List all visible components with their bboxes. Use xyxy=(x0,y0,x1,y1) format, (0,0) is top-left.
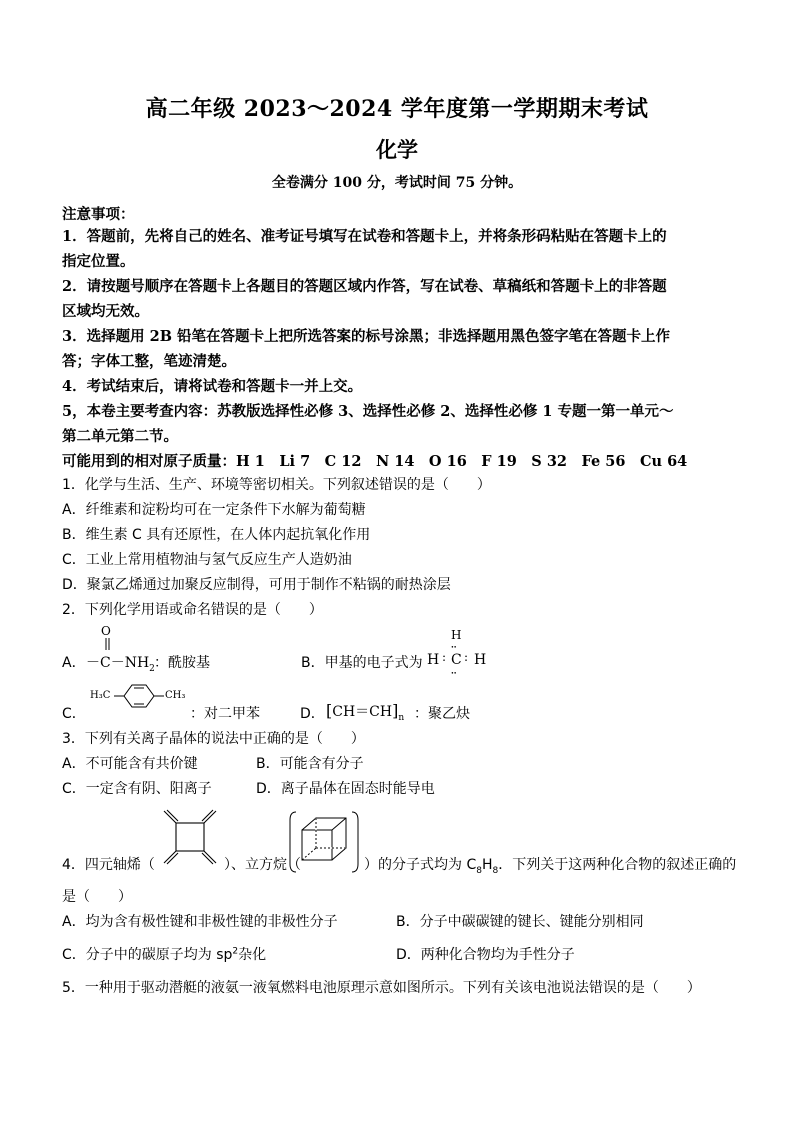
notice-item: 3．选择题用 2B 铅笔在答题卡上把所选答案的标号涂黑；非选择题用黑色签字笔在答题卡上作 xyxy=(62,328,671,345)
q2-option-c-text: ：对二甲苯 xyxy=(190,706,260,722)
q4-stem-cont: 是（ ） xyxy=(62,889,132,905)
q2-b-carbon: C xyxy=(451,652,462,668)
q2-a-formula xyxy=(86,652,155,674)
q4-option-c-pre: C．分子中的碳原子均为 sp xyxy=(62,947,233,963)
q4-stem-sub1: 8 xyxy=(476,865,482,876)
q2-a-formula-main: －C－NH xyxy=(86,655,150,671)
q2-a-formula-sub: 2 xyxy=(149,663,155,674)
atomic-mass-line: 可能用到的相对原子质量：H 1 Li 7 C 12 N 14 O 16 F 19 S 32 Fe 56 Cu 64 xyxy=(62,453,688,470)
q4-stem-part1: 4．四元轴烯（ xyxy=(62,857,155,873)
q2-b-h-right: H xyxy=(474,652,487,668)
q3-stem: 3．下列有关离子晶体的说法中正确的是（ ） xyxy=(62,731,365,747)
q5-stem: 5．一种用于驱动潜艇的液氨一液氧燃料电池原理示意如图所示。下列有关该电池说法错误的是（ ） xyxy=(62,980,701,996)
q2-option-d-text: ：聚乙炔 xyxy=(414,706,470,722)
q3-option-a: A．不可能含有共价键 xyxy=(62,756,198,772)
q4-stem-formula-h: H xyxy=(481,857,493,873)
q4-option-c-sup: 2 xyxy=(232,946,239,957)
q4-option-c xyxy=(62,944,266,964)
q2-b-h-left: H xyxy=(427,652,440,668)
q2-c-right-group: CH₃ xyxy=(165,690,186,701)
q2-option-d-label: D． xyxy=(300,706,325,722)
notice-item: 指定位置。 xyxy=(62,253,135,270)
q2-option-a-label: A． xyxy=(62,655,86,671)
q2-c-left-group: H₃C xyxy=(90,690,111,701)
q2-option-c-label: C． xyxy=(62,706,86,722)
q2-stem: 2．下列化学用语或命名错误的是（ ） xyxy=(62,602,323,618)
notice-item: 2．请按题号顺序在答题卡上各题目的答题区域内作答，写在试卷、草稿纸和答题卡上的非答题 xyxy=(62,278,667,295)
q2-a-oxygen: O xyxy=(101,624,111,638)
q4-stem-sub2: 8 xyxy=(492,865,499,876)
q4-option-c-post: 杂化 xyxy=(238,947,267,963)
q4-stem-formula-pre: ）的分子式均为 C xyxy=(364,857,477,873)
notice-item: 第二单元第二节。 xyxy=(62,428,178,445)
q2-a-double-bond xyxy=(104,638,112,652)
q2-d-formula-main: CH＝CH xyxy=(332,704,393,720)
notice-item: 答；字体工整，笔迹清楚。 xyxy=(62,353,236,370)
q4-stem-formula-post: ．下列关于这两种化合物的叙述正确的 xyxy=(498,857,737,873)
q4-stem-part2: ）、立方烷（ xyxy=(224,857,301,873)
q1-option-b: B．维生素 C 具有还原性，在人体内起抗氧化作用 xyxy=(62,527,371,543)
q3-option-b: B．可能含有分子 xyxy=(256,756,364,772)
q3-option-c: C．一定含有阴、阳离子 xyxy=(62,781,212,797)
q2-b-colon-right: : xyxy=(464,650,469,664)
subject-title: 化学 xyxy=(376,137,418,162)
notice-item: 4．考试结束后，请将试卷和答题卡一并上交。 xyxy=(62,378,363,395)
q3-option-d: D．离子晶体在固态时能导电 xyxy=(256,781,435,797)
q2-d-formula-sub: n xyxy=(398,712,405,723)
q2-option-b-text: B．甲基的电子式为 xyxy=(301,655,423,671)
q1-option-a: A．纤维素和淀粉均可在一定条件下水解为葡萄糖 xyxy=(62,502,366,518)
exam-title: 高二年级 2023～2024 学年度第一学期期末考试 xyxy=(145,96,649,122)
q4-stem-part3 xyxy=(364,854,736,876)
q4-option-b: B．分子中碳碳键的键长、键能分别相同 xyxy=(396,914,644,930)
full-mark-note: 全卷满分 100 分，考试时间 75 分钟。 xyxy=(271,175,523,191)
notice-item: 5，本卷主要考查内容：苏教版选择性必修 3、选择性必修 2、选择性必修 1 专题一第一单元～ xyxy=(62,403,674,420)
q4-option-a: A．均为含有极性键和非极性键的非极性分子 xyxy=(62,914,338,930)
q2-option-a-text: ：酰胺基 xyxy=(154,655,210,671)
notice-item: 区域均无效。 xyxy=(62,303,149,320)
q4-option-d: D．两种化合物均为手性分子 xyxy=(396,947,575,963)
q2-d-formula: $[CH=CH]_n$ xyxy=(326,701,405,723)
q1-stem: 1．化学与生活、生产、环境等密切相关。下列叙述错误的是（ ） xyxy=(62,477,491,493)
q2-b-h-top: H xyxy=(451,628,462,642)
q1-option-d: D．聚氯乙烯通过加聚反应制得，可用于制作不粘锅的耐热涂层 xyxy=(62,577,451,593)
p-xylene-ring-icon xyxy=(114,683,168,709)
notice-heading: 注意事项： xyxy=(62,206,135,223)
q2-b-dots-top: ꞏꞏ xyxy=(451,643,457,653)
notice-item: 1．答题前，先将自己的姓名、准考证号填写在试卷和答题卡上，并将条形码粘贴在答题卡上的 xyxy=(62,228,667,245)
radialene-structure-icon xyxy=(158,808,224,866)
q2-b-dots-bottom: ꞏꞏ xyxy=(451,669,457,679)
q1-option-c: C．工业上常用植物油与氢气反应生产人造奶油 xyxy=(62,552,352,568)
q2-b-colon-left: : xyxy=(442,650,447,664)
